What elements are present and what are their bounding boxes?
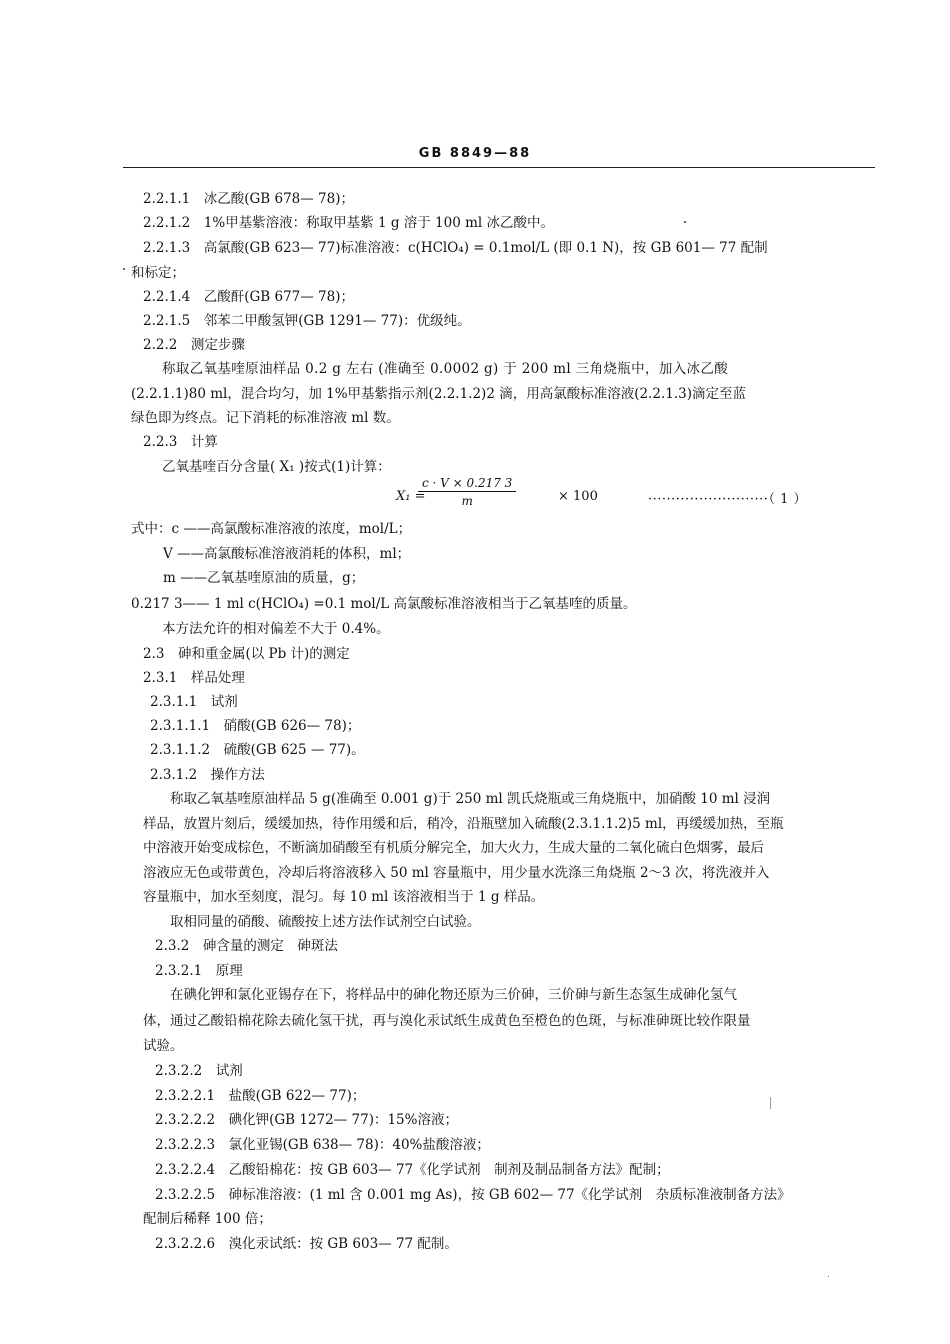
text-line: 2.2.1.5 邻苯二甲酸氢钾(GB 1291— 77)：优级纯。 bbox=[143, 313, 471, 329]
formula-rhs: × 100 bbox=[558, 489, 598, 504]
text-line: (2.2.1.1)80 ml，混合均匀，加 1%甲基紫指示剂(2.2.1.2)2 滴，用高氯酸标准溶液(2.2.1.3)滴定至蓝 bbox=[131, 386, 746, 402]
text-line: 2.3.2.2.1 盐酸(GB 622— 77)； bbox=[155, 1088, 366, 1104]
text-line: 和标定； bbox=[131, 265, 185, 281]
header-rule bbox=[123, 167, 875, 168]
text-line: 配制后稀释 100 倍； bbox=[143, 1211, 272, 1227]
text-line: 2.2.1.4 乙酸酐(GB 677— 78)； bbox=[143, 289, 354, 305]
text-line: 2.3 砷和重金属(以 Pb 计)的测定 bbox=[143, 646, 350, 662]
text-line: 称取乙氧基喹原油样品 0.2 g 左右 (准确至 0.0002 g) 于 200 ml 三角烧瓶中，加入冰乙酸 bbox=[162, 361, 729, 377]
text-line: 体，通过乙酸铅棉花除去硫化氢干扰，再与溴化汞试纸生成黄色至橙色的色斑，与标准砷斑比较作限量 bbox=[143, 1013, 751, 1029]
text-line: V ——高氯酸标准溶液消耗的体积，ml； bbox=[163, 546, 411, 562]
text-line: 2.3.1.2 操作方法 bbox=[150, 767, 265, 783]
text-line: 容量瓶中，加水至刻度，混匀。每 10 ml 该溶液相当于 1 g 样品。 bbox=[143, 889, 545, 905]
text-line: 2.2.1.2 1%甲基紫溶液：称取甲基紫 1 g 溶于 100 ml 冰乙酸中。 bbox=[143, 215, 555, 231]
text-line: 试验。 bbox=[143, 1038, 184, 1054]
text-line: 2.2.1.3 高氯酸(GB 623— 77)标准溶液：c(HClO₄) = 0.1mol/L (即 0.1 N)，按 GB 601— 77 配制 bbox=[143, 240, 768, 256]
text-line: 2.2.2 测定步骤 bbox=[143, 337, 245, 353]
text-line: 2.3.1.1 试剂 bbox=[150, 694, 238, 710]
text-line: 2.2.1.1 冰乙酸(GB 678— 78)； bbox=[143, 191, 354, 207]
text-line: 式中：c ——高氯酸标准溶液的浓度，mol/L； bbox=[131, 521, 412, 537]
text-line: 2.3.2.2.2 碘化钾(GB 1272— 77)：15%溶液； bbox=[155, 1112, 458, 1128]
text-line: 本方法允许的相对偏差不大于 0.4%。 bbox=[162, 621, 390, 637]
formula-numerator: c · V × 0.217 3 bbox=[418, 476, 516, 492]
text-line: 样品，放置片刻后，缓缓加热，待作用缓和后，稍冷，沿瓶壁加入硫酸(2.3.1.1.2)5 ml，再缓缓加热，至瓶 bbox=[143, 816, 784, 832]
equation-number: ··························（ 1 ） bbox=[648, 492, 807, 507]
text-line: 2.3.2.2.6 溴化汞试纸：按 GB 603— 77 配制。 bbox=[155, 1236, 458, 1252]
text-line: 0.217 3—— 1 ml c(HClO₄) =0.1 mol/L 高氯酸标准溶液相当于乙氧基喹的质量。 bbox=[131, 596, 637, 612]
scan-speck bbox=[684, 221, 686, 223]
text-line: m ——乙氧基喹原油的质量，g； bbox=[163, 570, 365, 586]
text-line: 2.3.2.2 试剂 bbox=[155, 1063, 243, 1079]
text-line: 中溶液开始变成棕色，不断滴加硝酸至有机质分解完全，加大火力，生成大量的二氧化硫白色烟雾，最后 bbox=[143, 840, 764, 856]
formula-1 bbox=[396, 476, 616, 516]
text-line: 乙氧基喹百分含量( X₁ )按式(1)计算： bbox=[162, 459, 391, 475]
standard-header: GB 8849—88 bbox=[418, 146, 532, 161]
text-line: 2.3.1.1.1 硝酸(GB 626— 78)； bbox=[150, 718, 361, 734]
formula-fraction bbox=[418, 476, 516, 508]
formula-lhs: X₁ = bbox=[396, 489, 426, 504]
text-line: 2.3.1.1.2 硫酸(GB 625 — 77)。 bbox=[150, 742, 365, 758]
text-line: 2.2.3 计算 bbox=[143, 434, 218, 450]
text-line: 溶液应无色或带黄色，冷却后将溶液移入 50 ml 容量瓶中，用少量水洗涤三角烧瓶 2～3 次，将洗液并入 bbox=[143, 865, 770, 881]
text-line: 在碘化钾和氯化亚锡存在下，将样品中的砷化物还原为三价砷，三价砷与新生态氢生成砷化氢气 bbox=[170, 987, 737, 1003]
formula-denominator: m bbox=[461, 494, 473, 508]
text-line: 2.3.2.2.5 砷标准溶液：(1 ml 含 0.001 mg As)，按 GB 602— 77《化学试剂 杂质标准液制备方法》 bbox=[155, 1187, 791, 1203]
text-line: 2.3.2 砷含量的测定 砷斑法 bbox=[155, 938, 338, 954]
scan-speck bbox=[123, 268, 125, 270]
text-line: 2.3.1 样品处理 bbox=[143, 670, 245, 686]
text-line: 取相同量的硝酸、硫酸按上述方法作试剂空白试验。 bbox=[170, 914, 481, 930]
scan-speck bbox=[770, 1097, 771, 1109]
scan-speck bbox=[828, 1276, 829, 1277]
text-line: 2.3.2.2.4 乙酸铅棉花：按 GB 603— 77《化学试剂 制剂及制品制备方法》配制； bbox=[155, 1162, 670, 1178]
text-line: 称取乙氧基喹原油样品 5 g(准确至 0.001 g)于 250 ml 凯氏烧瓶或三角烧瓶中，加硝酸 10 ml 浸润 bbox=[170, 791, 771, 807]
text-line: 绿色即为终点。记下消耗的标准溶液 ml 数。 bbox=[131, 410, 400, 426]
text-line: 2.3.2.2.3 氯化亚锡(GB 638— 78)：40%盐酸溶液； bbox=[155, 1137, 490, 1153]
text-line: 2.3.2.1 原理 bbox=[155, 963, 243, 979]
